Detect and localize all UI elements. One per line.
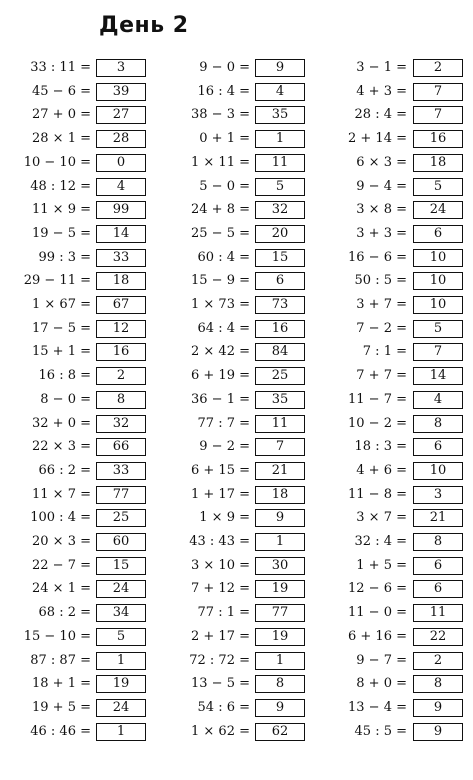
exercise-row <box>0 364 150 388</box>
exercise-row <box>318 720 468 744</box>
exercise-expression: 54 : 6 = <box>197 699 250 715</box>
exercise-row <box>160 649 310 673</box>
answer-box: 6 <box>413 557 463 575</box>
exercise-expression: 1 × 67 = <box>32 297 91 312</box>
exercise-row <box>0 269 150 293</box>
answer-box: 30 <box>255 557 305 575</box>
answer-box: 4 <box>413 391 463 409</box>
exercise-expression: 15 − 9 = <box>191 273 250 289</box>
exercise-expression: 29 − 11 = <box>23 273 91 289</box>
exercise-expression: 11 × 9 = <box>32 202 91 218</box>
answer-box: 4 <box>255 83 305 101</box>
exercise-row <box>318 483 468 507</box>
exercise-row <box>0 672 150 696</box>
exercise-expression: 6 + 19 = <box>191 368 250 384</box>
exercise-row <box>318 222 468 246</box>
answer-box: 9 <box>255 699 305 717</box>
answer-box: 7 <box>413 343 463 361</box>
exercise-row <box>318 649 468 673</box>
answer-box: 11 <box>413 604 463 622</box>
answer-box: 1 <box>255 652 305 670</box>
exercise-expression: 3 × 7 = <box>356 510 407 526</box>
exercise-expression: 2 × 42 = <box>191 344 250 360</box>
answer-box: 5 <box>413 178 463 196</box>
exercise-expression: 9 − 7 = <box>356 652 407 668</box>
exercise-row <box>318 554 468 578</box>
answer-box: 10 <box>413 272 463 290</box>
exercise-row <box>160 435 310 459</box>
answer-box: 2 <box>413 652 463 670</box>
answer-box: 22 <box>413 628 463 646</box>
answer-box: 8 <box>413 415 463 433</box>
exercise-expression: 45 − 6 = <box>32 83 91 99</box>
exercise-expression: 3 + 7 = <box>356 297 407 312</box>
exercise-expression: 28 : 4 = <box>354 107 407 123</box>
exercise-row <box>160 269 310 293</box>
answer-box: 14 <box>96 225 146 243</box>
answer-box: 67 <box>96 296 146 314</box>
exercise-expression: 9 − 2 = <box>199 439 250 455</box>
exercise-row <box>160 175 310 199</box>
exercise-row <box>0 483 150 507</box>
exercise-expression: 1 × 11 = <box>191 154 250 170</box>
answer-box: 8 <box>255 675 305 693</box>
exercise-expression: 8 + 0 = <box>356 676 407 692</box>
exercise-row <box>0 388 150 412</box>
exercise-expression: 20 × 3 = <box>32 534 91 549</box>
answer-box: 15 <box>96 557 146 575</box>
exercise-row <box>160 198 310 222</box>
answer-box: 6 <box>413 438 463 456</box>
answer-box: 62 <box>255 723 305 741</box>
exercise-row <box>318 625 468 649</box>
answer-box: 8 <box>96 391 146 409</box>
exercise-row <box>0 554 150 578</box>
answer-box: 19 <box>96 675 146 693</box>
exercise-row <box>160 696 310 720</box>
answer-box: 9 <box>413 723 463 741</box>
exercise-row <box>160 412 310 436</box>
exercise-expression: 66 : 2 = <box>38 462 91 478</box>
answer-box: 28 <box>96 130 146 148</box>
answer-box: 9 <box>413 699 463 717</box>
answer-box: 5 <box>413 320 463 338</box>
answer-box: 4 <box>96 178 146 196</box>
exercise-row <box>318 696 468 720</box>
answer-box: 8 <box>413 675 463 693</box>
exercise-expression: 18 + 1 = <box>32 676 91 692</box>
exercise-row <box>318 412 468 436</box>
answer-box: 9 <box>255 509 305 527</box>
answer-box: 34 <box>96 604 146 622</box>
exercise-row <box>318 506 468 530</box>
exercise-expression: 25 − 5 = <box>191 225 250 241</box>
answer-box: 10 <box>413 249 463 267</box>
exercise-expression: 1 × 62 = <box>191 723 250 739</box>
answer-box: 6 <box>413 225 463 243</box>
exercise-row <box>318 340 468 364</box>
exercise-expression: 24 × 1 = <box>32 581 91 597</box>
answer-box: 66 <box>96 438 146 456</box>
exercise-row <box>0 649 150 673</box>
exercise-expression: 72 : 72 = <box>189 652 250 668</box>
exercise-expression: 17 − 5 = <box>32 320 91 336</box>
exercise-expression: 1 + 17 = <box>191 486 250 502</box>
answer-box: 5 <box>96 628 146 646</box>
exercise-row <box>318 127 468 151</box>
exercise-expression: 9 − 0 = <box>199 60 250 75</box>
exercise-row <box>0 720 150 744</box>
exercise-row <box>0 340 150 364</box>
answer-box: 9 <box>255 59 305 77</box>
exercise-expression: 3 × 10 = <box>191 557 250 573</box>
answer-box: 21 <box>255 462 305 480</box>
answer-box: 11 <box>255 415 305 433</box>
exercise-expression: 3 − 1 = <box>356 60 407 75</box>
answer-box: 32 <box>255 201 305 219</box>
exercise-expression: 45 : 5 = <box>354 723 407 739</box>
exercise-expression: 13 − 4 = <box>348 699 407 715</box>
exercise-row <box>160 672 310 696</box>
exercise-expression: 6 + 15 = <box>191 462 250 478</box>
answer-box: 84 <box>255 343 305 361</box>
exercise-row <box>160 720 310 744</box>
answer-box: 16 <box>96 343 146 361</box>
exercise-expression: 3 + 3 = <box>356 225 407 241</box>
page-title: День 2 <box>99 13 189 38</box>
answer-box: 24 <box>413 201 463 219</box>
answer-box: 24 <box>96 699 146 717</box>
answer-box: 18 <box>255 486 305 504</box>
answer-box: 3 <box>96 59 146 77</box>
exercise-expression: 100 : 4 = <box>30 510 91 526</box>
exercise-row <box>160 364 310 388</box>
answer-box: 2 <box>96 367 146 385</box>
exercise-expression: 87 : 87 = <box>30 652 91 668</box>
exercise-row <box>160 317 310 341</box>
exercise-row <box>318 246 468 270</box>
exercise-expression: 8 − 0 = <box>40 391 91 407</box>
exercise-expression: 33 : 11 = <box>30 60 91 75</box>
exercise-row <box>318 435 468 459</box>
exercise-expression: 11 − 8 = <box>348 486 407 502</box>
answer-box: 16 <box>255 320 305 338</box>
exercise-row <box>160 530 310 554</box>
exercise-expression: 60 : 4 = <box>197 249 250 265</box>
answer-box: 1 <box>255 130 305 148</box>
exercise-expression: 99 : 3 = <box>38 249 91 265</box>
exercise-expression: 6 + 16 = <box>348 628 407 644</box>
exercise-row <box>318 198 468 222</box>
exercise-expression: 15 + 1 = <box>32 344 91 360</box>
exercise-row <box>318 388 468 412</box>
exercise-expression: 11 − 7 = <box>348 391 407 407</box>
answer-box: 99 <box>96 201 146 219</box>
exercise-expression: 7 + 12 = <box>191 581 250 597</box>
exercise-row <box>160 151 310 175</box>
exercise-expression: 4 + 3 = <box>356 83 407 99</box>
exercise-row <box>0 625 150 649</box>
answer-box: 7 <box>255 438 305 456</box>
exercise-expression: 27 + 0 = <box>32 107 91 123</box>
answer-box: 1 <box>96 652 146 670</box>
exercise-expression: 10 − 10 = <box>23 154 91 170</box>
exercise-row <box>160 577 310 601</box>
exercise-row <box>318 56 468 80</box>
exercise-expression: 7 : 1 = <box>362 344 407 360</box>
exercise-row <box>0 56 150 80</box>
exercise-expression: 16 : 4 = <box>197 83 250 99</box>
answer-box: 15 <box>255 249 305 267</box>
exercise-row <box>160 388 310 412</box>
answer-box: 60 <box>96 533 146 551</box>
exercise-row <box>318 317 468 341</box>
exercise-row <box>160 103 310 127</box>
exercise-row <box>0 127 150 151</box>
exercise-expression: 77 : 7 = <box>197 415 250 431</box>
exercise-expression: 16 : 8 = <box>38 368 91 384</box>
answer-box: 19 <box>255 580 305 598</box>
answer-box: 77 <box>96 486 146 504</box>
exercise-expression: 11 × 7 = <box>32 486 91 502</box>
exercise-row <box>0 293 150 317</box>
exercise-row <box>318 577 468 601</box>
exercise-expression: 6 × 3 = <box>356 154 407 170</box>
answer-box: 35 <box>255 391 305 409</box>
answer-box: 25 <box>255 367 305 385</box>
exercise-row <box>318 269 468 293</box>
answer-box: 12 <box>96 320 146 338</box>
exercise-row <box>0 80 150 104</box>
exercise-expression: 13 − 5 = <box>191 676 250 692</box>
exercise-expression: 12 − 6 = <box>348 581 407 597</box>
exercise-row <box>318 601 468 625</box>
exercise-expression: 77 : 1 = <box>197 605 250 621</box>
exercise-expression: 32 + 0 = <box>32 415 91 431</box>
exercise-expression: 43 : 43 = <box>189 534 250 549</box>
exercise-row <box>0 696 150 720</box>
answer-box: 1 <box>96 723 146 741</box>
answer-box: 25 <box>96 509 146 527</box>
answer-box: 33 <box>96 462 146 480</box>
answer-box: 0 <box>96 154 146 172</box>
answer-box: 73 <box>255 296 305 314</box>
exercise-row <box>0 222 150 246</box>
exercise-expression: 38 − 3 = <box>191 107 250 123</box>
exercise-expression: 10 − 2 = <box>348 415 407 431</box>
exercise-expression: 32 : 4 = <box>354 534 407 549</box>
answer-box: 27 <box>96 106 146 124</box>
exercise-row <box>0 435 150 459</box>
exercise-row <box>0 175 150 199</box>
answer-box: 5 <box>255 178 305 196</box>
answer-box: 18 <box>413 154 463 172</box>
exercise-row <box>160 127 310 151</box>
answer-box: 33 <box>96 249 146 267</box>
answer-box: 2 <box>413 59 463 77</box>
exercise-expression: 50 : 5 = <box>354 273 407 289</box>
exercise-expression: 2 + 17 = <box>191 628 250 644</box>
exercise-row <box>318 459 468 483</box>
exercise-row <box>160 459 310 483</box>
exercise-expression: 4 + 6 = <box>356 462 407 478</box>
answer-box: 35 <box>255 106 305 124</box>
exercise-expression: 16 − 6 = <box>348 249 407 265</box>
exercise-expression: 68 : 2 = <box>38 605 91 621</box>
answer-box: 1 <box>255 533 305 551</box>
exercise-expression: 7 + 7 = <box>356 368 407 384</box>
answer-box: 7 <box>413 83 463 101</box>
exercise-expression: 46 : 46 = <box>30 723 91 739</box>
exercise-row <box>0 246 150 270</box>
exercise-expression: 3 × 8 = <box>356 202 407 218</box>
exercise-expression: 19 − 5 = <box>32 225 91 241</box>
exercise-expression: 15 − 10 = <box>23 628 91 644</box>
exercise-expression: 22 × 3 = <box>32 439 91 455</box>
exercise-expression: 11 − 0 = <box>348 605 407 621</box>
exercise-expression: 2 + 14 = <box>348 131 407 147</box>
exercise-row <box>0 151 150 175</box>
exercise-row <box>0 601 150 625</box>
exercise-row <box>0 530 150 554</box>
exercise-row <box>0 317 150 341</box>
exercise-expression: 24 + 8 = <box>191 202 250 218</box>
exercise-expression: 1 × 9 = <box>199 510 250 526</box>
exercise-expression: 22 − 7 = <box>32 557 91 573</box>
answer-box: 20 <box>255 225 305 243</box>
exercise-expression: 1 + 5 = <box>356 557 407 573</box>
answer-box: 19 <box>255 628 305 646</box>
exercise-row <box>160 340 310 364</box>
answer-box: 39 <box>96 83 146 101</box>
answer-box: 7 <box>413 106 463 124</box>
exercise-row <box>0 577 150 601</box>
exercise-row <box>160 625 310 649</box>
answer-box: 24 <box>96 580 146 598</box>
exercise-row <box>160 483 310 507</box>
exercise-row <box>318 530 468 554</box>
answer-box: 8 <box>413 533 463 551</box>
answer-box: 6 <box>413 580 463 598</box>
exercise-row <box>160 222 310 246</box>
answer-box: 18 <box>96 272 146 290</box>
exercise-expression: 9 − 4 = <box>356 178 407 194</box>
exercise-row <box>0 198 150 222</box>
exercise-row <box>160 56 310 80</box>
answer-box: 10 <box>413 296 463 314</box>
exercise-row <box>0 103 150 127</box>
exercise-expression: 48 : 12 = <box>30 178 91 194</box>
exercise-row <box>160 80 310 104</box>
exercise-row <box>318 672 468 696</box>
answer-box: 11 <box>255 154 305 172</box>
exercise-expression: 1 × 73 = <box>191 297 250 312</box>
answer-box: 16 <box>413 130 463 148</box>
exercise-row <box>160 506 310 530</box>
exercise-expression: 36 − 1 = <box>191 391 250 407</box>
exercise-row <box>0 459 150 483</box>
exercise-expression: 64 : 4 = <box>197 320 250 336</box>
exercise-expression: 0 + 1 = <box>199 131 250 147</box>
answer-box: 21 <box>413 509 463 527</box>
exercise-row <box>0 506 150 530</box>
answer-box: 77 <box>255 604 305 622</box>
exercise-row <box>318 151 468 175</box>
exercise-row <box>160 554 310 578</box>
exercise-row <box>318 80 468 104</box>
answer-box: 6 <box>255 272 305 290</box>
exercise-row <box>318 103 468 127</box>
exercise-row <box>160 293 310 317</box>
exercise-expression: 28 × 1 = <box>32 131 91 147</box>
exercise-row <box>0 412 150 436</box>
exercise-row <box>160 246 310 270</box>
exercise-row <box>318 293 468 317</box>
exercise-row <box>318 364 468 388</box>
answer-box: 14 <box>413 367 463 385</box>
answer-box: 10 <box>413 462 463 480</box>
exercise-expression: 5 − 0 = <box>199 178 250 194</box>
answer-box: 3 <box>413 486 463 504</box>
exercise-expression: 18 : 3 = <box>354 439 407 455</box>
exercise-expression: 19 + 5 = <box>32 699 91 715</box>
answer-box: 32 <box>96 415 146 433</box>
exercise-expression: 7 − 2 = <box>356 320 407 336</box>
exercise-row <box>160 601 310 625</box>
exercise-row <box>318 175 468 199</box>
